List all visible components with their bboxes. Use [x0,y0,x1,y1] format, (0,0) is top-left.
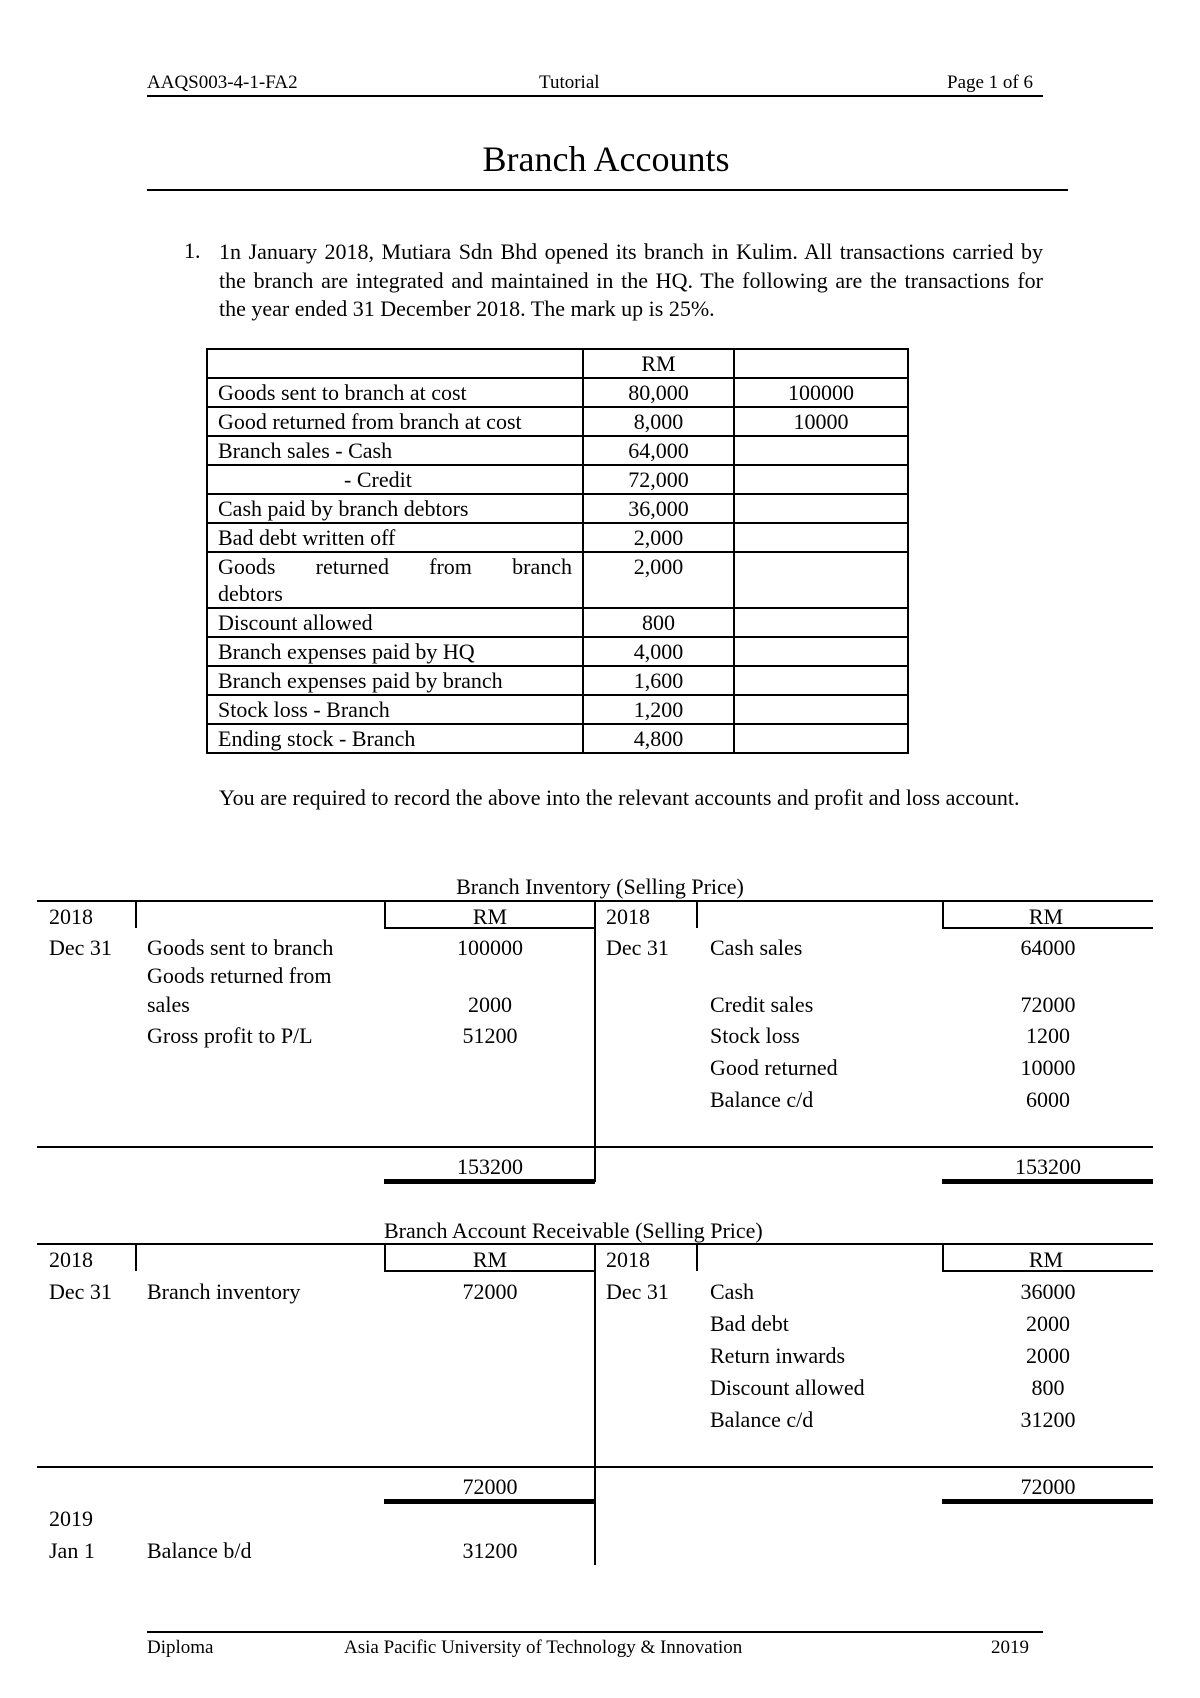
credit-date: Dec 31 [606,935,669,960]
debit-date: Dec 31 [49,935,112,960]
list-item: Return inwards [710,1343,846,1368]
page-number: Page 1 of 6 [947,72,1034,93]
table-row: Cash paid by branch debtors 36,000 [207,494,908,523]
list-item: 36000 [1020,1279,1076,1304]
list-item: 2000 [1026,1311,1070,1336]
footer-center: Asia Pacific University of Technology & Innovation [344,1637,743,1658]
debit-rm: RM [472,904,508,929]
rm-header: RM [583,349,734,378]
course-code: AAQS003-4-1-FA2 [147,72,298,93]
debit-rm: RM [472,1247,508,1272]
list-item: Branch inventory [147,1279,301,1304]
list-item: 6000 [1026,1087,1070,1112]
table-row: Bad debt written off 2,000 [207,523,908,552]
list-item: 72000 [462,1279,518,1304]
table-row: Good returned from branch at cost 8,000 10000 [207,407,908,436]
table-row: Branch expenses paid by HQ 4,000 [207,637,908,666]
list-item: 800 [1031,1375,1065,1400]
table-row: Branch sales - Cash 64,000 [207,436,908,465]
list-item: 10000 [1020,1055,1076,1080]
next-date: Jan 1 [49,1538,95,1563]
list-item: Cash sales [710,935,803,960]
credit-rm: RM [1028,904,1064,929]
table-row: Goods returned from branch debtors 2,000 [207,552,908,608]
ledger-title: Branch Account Receivable (Selling Price) [384,1218,763,1243]
question-number: 1. [184,238,201,263]
list-item: Discount allowed [710,1375,865,1400]
list-item: Goods returned from [147,963,332,988]
debit-year: 2018 [49,904,93,929]
ledger-title: Branch Inventory (Selling Price) [456,874,744,899]
table-row: Goods sent to branch at cost 80,000 100000 [207,378,908,407]
title-rule [147,189,1068,191]
credit-total: 153200 [1015,1154,1081,1179]
doc-type: Tutorial [539,72,600,93]
list-item: Cash [710,1279,754,1304]
footer-right: 2019 [991,1637,1029,1658]
table-row: Branch expenses paid by branch 1,600 [207,666,908,695]
table-row: - Credit 72,000 [207,465,908,494]
footer-rule [147,1631,1043,1633]
list-item: 31200 [1020,1407,1076,1432]
list-item: Balance c/d [710,1087,814,1112]
next-year: 2019 [49,1506,93,1531]
debit-year: 2018 [49,1247,93,1272]
header-rule [147,95,1043,97]
credit-date: Dec 31 [606,1279,669,1304]
footer-left: Diploma [147,1637,214,1658]
list-item: 2000 [468,992,512,1017]
list-item: 31200 [462,1538,518,1563]
debit-total: 72000 [462,1474,518,1499]
credit-total: 72000 [1020,1474,1076,1499]
table-row: Discount allowed 800 [207,608,908,637]
list-item: 64000 [1020,935,1076,960]
requirement-text: You are required to record the above into the relevant accounts and profit and loss account. [219,785,1020,810]
list-item: Credit sales [710,992,814,1017]
list-item: 100000 [457,935,523,960]
credit-year: 2018 [606,904,650,929]
list-item: Gross profit to P/L [147,1023,313,1048]
list-item: Balance c/d [710,1407,814,1432]
list-item: Balance b/d [147,1538,252,1563]
list-item: Goods sent to branch [147,935,334,960]
list-item: 51200 [462,1023,518,1048]
question-intro: 1n January 2018, Mutiara Sdn Bhd opened its branch in Kulim. All transactions carried by the branch are integrated and maintained in the HQ. The following are the transactions for the year ended 31 December 2018. The mark up is 25%. [219,239,1043,321]
transactions-table [206,348,909,754]
page-title: Branch Accounts [482,139,730,179]
list-item: 2000 [1026,1343,1070,1368]
list-item: Stock loss [710,1023,800,1048]
list-item: Good returned [710,1055,838,1080]
table-row: Stock loss - Branch 1,200 [207,695,908,724]
list-item: 72000 [1020,992,1076,1017]
table-row: Ending stock - Branch 4,800 [207,724,908,753]
credit-rm: RM [1028,1247,1064,1272]
debit-date: Dec 31 [49,1279,112,1304]
credit-year: 2018 [606,1247,650,1272]
list-item: 1200 [1026,1023,1070,1048]
table-header-row [207,349,908,378]
list-item: Bad debt [710,1311,789,1336]
debit-total: 153200 [457,1154,523,1179]
list-item: sales [147,992,190,1017]
